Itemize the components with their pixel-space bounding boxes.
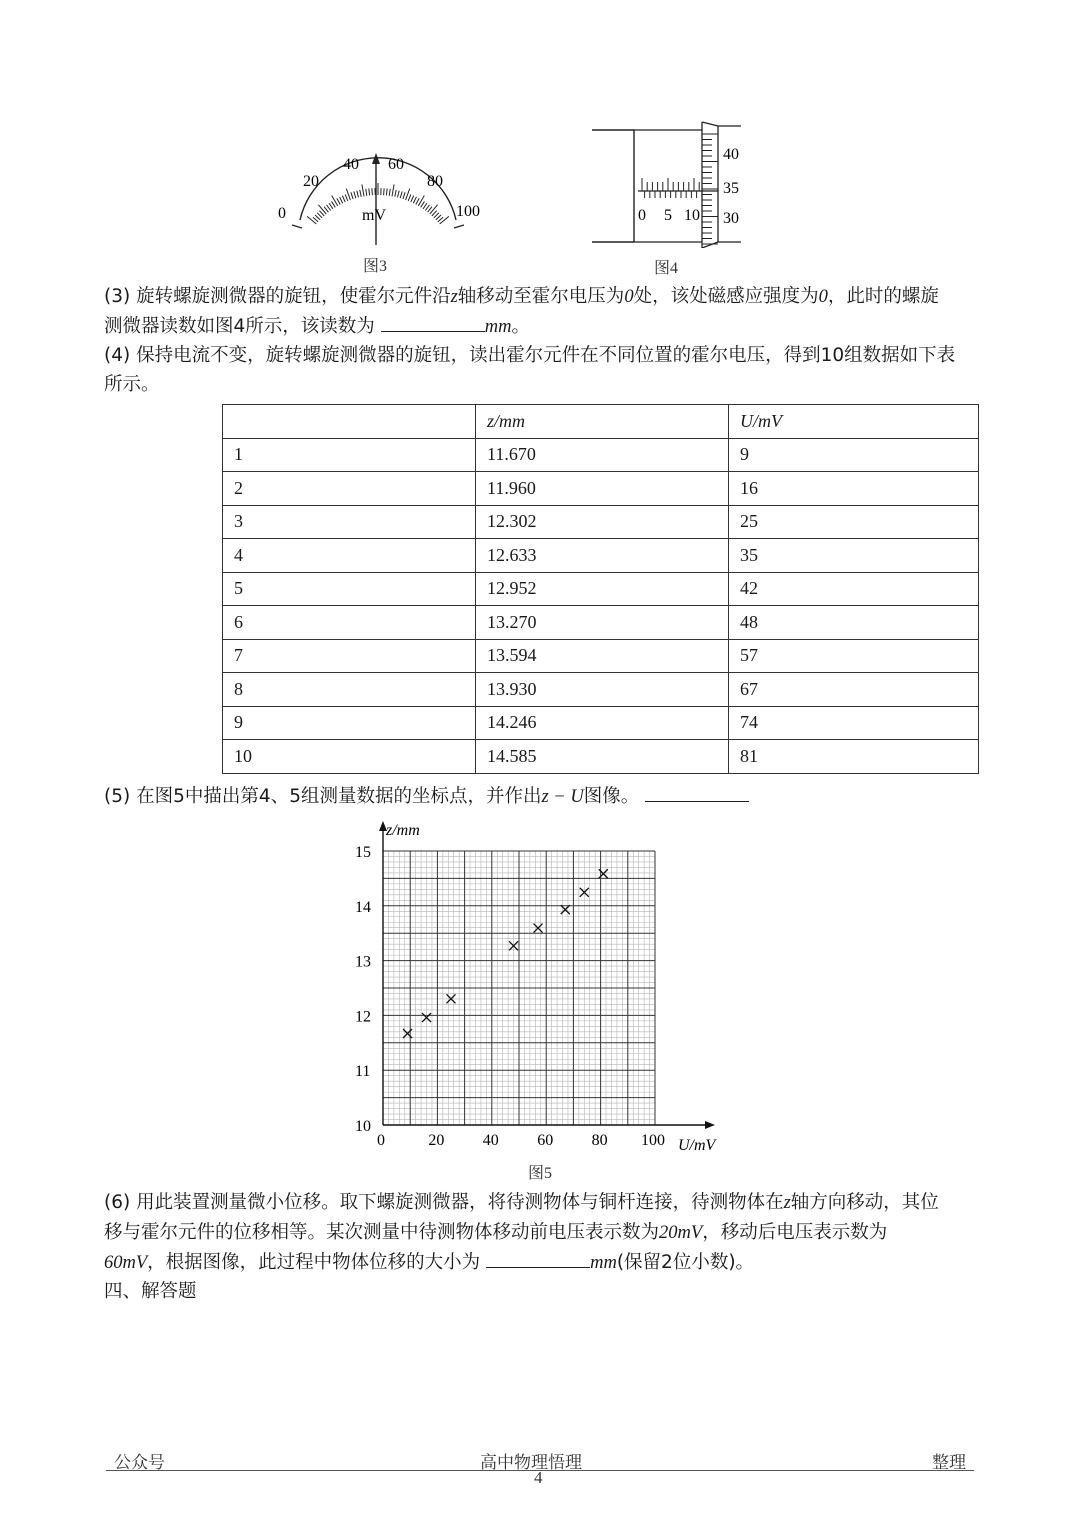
table-row (223, 740, 979, 774)
u-cell: 74 (729, 706, 979, 740)
dial-tick (332, 196, 338, 206)
x-tick-label: 80 (591, 1132, 608, 1149)
dial-tick-20: 20 (303, 173, 319, 190)
q3-zero: 0 (624, 287, 634, 307)
header-index (223, 405, 476, 439)
z-cell: 14.246 (476, 706, 729, 740)
chart-ylabel: z/mm (386, 822, 420, 839)
u-cell: 48 (729, 606, 979, 640)
dial-tick-0: 0 (278, 205, 286, 222)
main-scale-label-5: 5 (664, 207, 672, 224)
micrometer-frame (592, 130, 634, 242)
dial-tick (416, 198, 419, 204)
q6-text-1: (6) 用此装置测量微小位移。取下螺旋测微器，将待测物体与铜杆连接，待测物体在 (104, 1192, 784, 1213)
z-u-chart (340, 815, 740, 1155)
z-cell: 13.270 (476, 606, 729, 640)
main-scale-label-0: 0 (638, 207, 646, 224)
dial-tick (354, 191, 356, 198)
voltmeter-outer-arc (292, 225, 302, 228)
q4-count: 10 (820, 345, 845, 366)
footer-left: 公众号 (114, 1453, 165, 1473)
dial-tick (342, 196, 345, 202)
y-tick-label: 15 (355, 844, 371, 861)
voltmeter-outer-arc (454, 225, 464, 228)
row-index-cell: 1 (223, 438, 476, 472)
thimble-label-35: 35 (723, 180, 739, 197)
dial-tick (327, 205, 331, 211)
figure-4-caption: 图4 (654, 260, 679, 277)
q5-n1: 4 (258, 786, 271, 807)
z-cell: 12.633 (476, 539, 729, 573)
z-cell: 13.930 (476, 673, 729, 707)
question-5 (104, 782, 984, 812)
dial-tick (366, 189, 367, 196)
footer-center: 高中物理悟理 (480, 1453, 582, 1473)
row-index-cell: 9 (223, 706, 476, 740)
u-cell: 16 (729, 472, 979, 506)
row-index-cell: 4 (223, 539, 476, 573)
dial-tick (340, 197, 343, 203)
y-tick-label: 10 (355, 1118, 371, 1135)
q6-var: z (783, 1193, 791, 1213)
dial-tick (386, 188, 387, 195)
dial-tick (440, 216, 449, 224)
section-4-heading: 四、解答题 (104, 1281, 197, 1302)
x-tick-label: 60 (537, 1132, 554, 1149)
header-u: U/mV (729, 405, 979, 439)
dial-tick (360, 190, 361, 197)
q3-fignum: 4 (233, 316, 246, 337)
z-cell: 13.594 (476, 639, 729, 673)
dial-tick (332, 201, 336, 207)
dial-tick (324, 207, 328, 212)
chart-major-grid (383, 851, 655, 1125)
q6-text-7: 位小数)。 (672, 1252, 755, 1273)
dial-tick (421, 201, 425, 207)
q3-answer-blank[interactable] (381, 313, 485, 332)
u-cell: 9 (729, 438, 979, 472)
table-row (223, 539, 979, 573)
dial-tick (395, 190, 396, 197)
q5-answer-blank[interactable] (645, 783, 749, 802)
x-tick-label: 40 (482, 1132, 499, 1149)
dial-tick (307, 216, 316, 224)
table-row (223, 472, 979, 506)
x-axis-arrow-icon (705, 1121, 715, 1129)
u-cell: 25 (729, 505, 979, 539)
dial-tick (430, 205, 438, 214)
header-z: z/mm (476, 405, 729, 439)
dial-tick-60: 60 (388, 156, 404, 173)
dial-tick (418, 196, 424, 206)
q5-n2: 5 (289, 786, 301, 807)
z-cell: 11.670 (476, 438, 729, 472)
thimble-label-40: 40 (723, 146, 739, 163)
q5-text-3: 、 (270, 786, 290, 807)
q5-text-1: (5) 在图 (104, 786, 174, 807)
q3-unit: mm (484, 317, 512, 337)
figure-5-caption: 图5 (528, 1165, 553, 1182)
table-row (223, 438, 979, 472)
data-point-cross (534, 924, 543, 933)
table-row (223, 505, 979, 539)
dial-tick-100: 100 (456, 203, 480, 220)
q3-var-z: z (450, 287, 458, 307)
q6-v1: 20mV (659, 1223, 703, 1243)
q4-text-2: 组数据如下表 (844, 345, 956, 366)
dial-tick (403, 192, 405, 199)
dial-tick (357, 191, 359, 198)
dial-tick (428, 207, 432, 212)
data-table (222, 404, 979, 774)
q3-text-4: ，此时的螺旋 (827, 286, 939, 307)
row-index-cell: 2 (223, 472, 476, 506)
u-cell: 57 (729, 639, 979, 673)
dial-tick (389, 189, 390, 196)
q5-fig: 5 (173, 786, 185, 807)
q3-text-6: 所示，该读数为 (245, 316, 375, 337)
dial-tick (398, 191, 400, 198)
table-row (223, 606, 979, 640)
table-row (223, 706, 979, 740)
q6-text-4: ，移动后电压表示数为 (702, 1222, 888, 1243)
question-3 (104, 282, 984, 342)
q6-v2: 60mV (104, 1253, 148, 1273)
dial-tick (369, 188, 370, 195)
table-row (223, 673, 979, 707)
q6-text-6: (保留 (616, 1252, 662, 1273)
main-scale-ticks (642, 178, 699, 198)
q6-text-2: 轴方向移动，其位 (790, 1192, 939, 1213)
z-cell: 12.302 (476, 505, 729, 539)
voltmeter-figure (270, 150, 500, 250)
question-4 (104, 341, 984, 399)
y-tick-label: 12 (355, 1008, 371, 1026)
z-cell: 12.952 (476, 572, 729, 606)
y-tick-label: 13 (355, 953, 371, 971)
dial-tick (345, 194, 348, 200)
q3-text-5: 测微器读数如图 (104, 316, 234, 337)
dial-tick (337, 198, 340, 204)
y-tick-label: 11 (355, 1063, 371, 1081)
row-index-cell: 5 (223, 572, 476, 606)
figure-3-caption: 图3 (363, 258, 388, 275)
row-index-cell: 3 (223, 505, 476, 539)
main-scale-label-10: 10 (684, 207, 700, 224)
z-cell: 11.960 (476, 472, 729, 506)
q6-text-3: 移与霍尔元件的位移相等。某次测量中待测物体移动前电压表示数为 (104, 1222, 660, 1243)
q5-text-2: 中描出第 (184, 786, 259, 807)
q3-text-2: 轴移动至霍尔电压为 (457, 286, 625, 307)
thimble-scale-ticks (702, 134, 718, 244)
q6-digits: 2 (661, 1252, 673, 1273)
chart-xlabel: U/mV (678, 1137, 716, 1154)
table-header-row (223, 405, 979, 439)
dial-tick (411, 196, 414, 202)
dial-tick (408, 194, 411, 200)
x-tick-label: 100 (641, 1132, 665, 1149)
q6-text-5: ，根据图像，此过程中物体位移的大小为 (147, 1252, 481, 1273)
u-cell: 35 (729, 539, 979, 573)
q4-text-1: (4) 保持电流不变，旋转螺旋测微器的旋钮，读出霍尔元件在不同位置的霍尔电压，得到 (104, 345, 821, 366)
u-cell: 42 (729, 572, 979, 606)
dial-tick (400, 191, 402, 198)
q3-text-1: (3) 旋转螺旋测微器的旋钮，使霍尔元件沿 (104, 286, 451, 307)
dial-tick (413, 197, 416, 203)
page-number: 4 (534, 1468, 543, 1487)
micrometer-figure (588, 120, 748, 248)
dial-tick (362, 184, 364, 196)
x-tick-label: 0 (377, 1132, 385, 1149)
q6-answer-blank[interactable] (486, 1249, 590, 1268)
dial-tick-80: 80 (427, 173, 443, 190)
q6-unit: mm (590, 1253, 617, 1273)
row-index-cell: 7 (223, 639, 476, 673)
dial-tick (392, 184, 394, 196)
footer-right: 整理 (932, 1453, 966, 1473)
data-point-cross (561, 905, 570, 914)
z-cell: 14.585 (476, 740, 729, 774)
table-row (223, 572, 979, 606)
q3-text-3: 处，该处磁感应强度为 (633, 286, 819, 307)
dial-unit: mV (362, 207, 386, 224)
q3-end: 。 (511, 316, 530, 337)
row-index-cell: 10 (223, 740, 476, 774)
dial-tick (423, 203, 427, 209)
q5-expr: z − U (541, 787, 584, 807)
u-cell: 81 (729, 740, 979, 774)
table-row (223, 639, 979, 673)
u-cell: 67 (729, 673, 979, 707)
y-tick-label: 14 (355, 898, 371, 916)
thimble-label-30: 30 (723, 210, 739, 227)
q3-zero2: 0 (818, 287, 828, 307)
dial-tick (329, 203, 333, 209)
dial-tick (351, 192, 353, 199)
q5-text-4: 组测量数据的坐标点，并作出 (300, 786, 542, 807)
row-index-cell: 6 (223, 606, 476, 640)
dial-tick-40: 40 (343, 156, 359, 173)
dial-tick (318, 205, 326, 214)
x-tick-label: 20 (428, 1132, 445, 1149)
q5-text-5: 图像。 (583, 786, 640, 807)
question-6 (104, 1188, 984, 1278)
row-index-cell: 8 (223, 673, 476, 707)
dial-tick (425, 205, 429, 211)
q4-text-3: 所示。 (104, 374, 160, 395)
